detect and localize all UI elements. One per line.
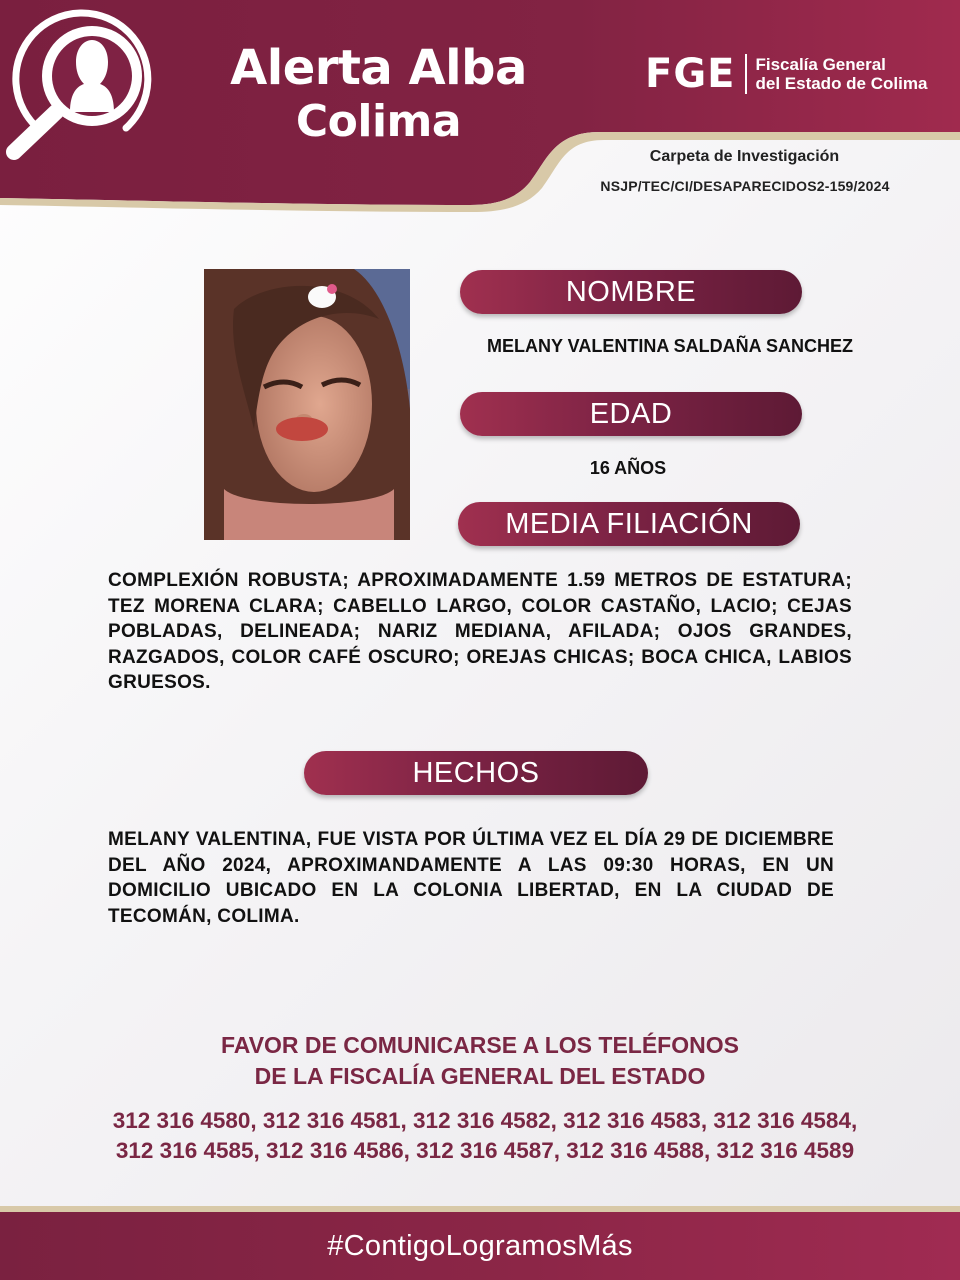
person-description: COMPLEXIÓN ROBUSTA; APROXIMADAMENTE 1.59 METROS DE ESTATURA; TEZ MORENA CLARA; CABELLO LARGO, COLOR CASTAÑO, LACIO; CEJAS POBLADAS, DELINEADA; NARIZ MEDIANA, AFILADA; OJOS GRANDES, RAZGADOS, COLOR CAFÉ OSCURO; OREJAS CHICAS; BOCA CHICA, LABIOS GRUESOS. xyxy=(108,570,852,693)
facts-heading-pill: HECHOS xyxy=(304,751,648,795)
agency-logo xyxy=(645,52,927,96)
missing-person-photo xyxy=(204,269,410,540)
case-label: Carpeta de Investigación xyxy=(649,148,840,165)
brand-title-line2: Colima xyxy=(295,96,462,147)
brand-title-line1: Alerta Alba xyxy=(230,40,527,96)
description-heading-pill: MEDIA FILIACIÓN xyxy=(458,502,800,546)
footer-banner xyxy=(0,1206,960,1280)
age-heading-pill: EDAD xyxy=(460,392,802,436)
contact-instructions xyxy=(0,1030,960,1092)
facts-text: MELANY VALENTINA, FUE VISTA POR ÚLTIMA VEZ EL DÍA 29 DE DICIEMBRE DEL AÑO 2024, APROXIMANDAMENTE A LAS 09:30 HORAS, EN UN DOMICILIO UBICADO EN LA COLONIA LIBERTAD, EN LA CIUDAD DE TECOMÁN, COLIMA. xyxy=(108,829,834,927)
agency-divider xyxy=(745,54,747,94)
header-banner xyxy=(0,0,960,230)
name-heading-pill: NOMBRE xyxy=(460,270,802,314)
agency-acronym: FGE xyxy=(645,51,736,97)
agency-name xyxy=(755,55,927,93)
contact-line2: DE LA FISCALÍA GENERAL DEL ESTADO xyxy=(254,1063,706,1089)
footer-hashtag: #ContigoLogramosMás xyxy=(327,1230,633,1262)
person-name: MELANY VALENTINA SALDAÑA SANCHEZ xyxy=(486,336,853,356)
contact-line1: FAVOR DE COMUNICARSE A LOS TELÉFONOS xyxy=(221,1032,739,1058)
brand-title xyxy=(216,40,541,147)
case-info xyxy=(560,148,930,194)
magnifier-silhouette-icon xyxy=(0,0,165,165)
agency-name-line1: Fiscalía General xyxy=(755,55,886,74)
phone-list: 312 316 4580, 312 316 4581, 312 316 4582, 312 316 4583, 312 316 4584, 312 316 4585, 312 316 4586, 312 316 4587, 312 316 4588, 312 316 4589 xyxy=(112,1108,858,1163)
person-age: 16 AÑOS xyxy=(589,458,667,478)
agency-name-line2: del Estado de Colima xyxy=(755,74,928,93)
case-number: NSJP/TEC/CI/DESAPARECIDOS2-159/2024 xyxy=(600,178,890,194)
